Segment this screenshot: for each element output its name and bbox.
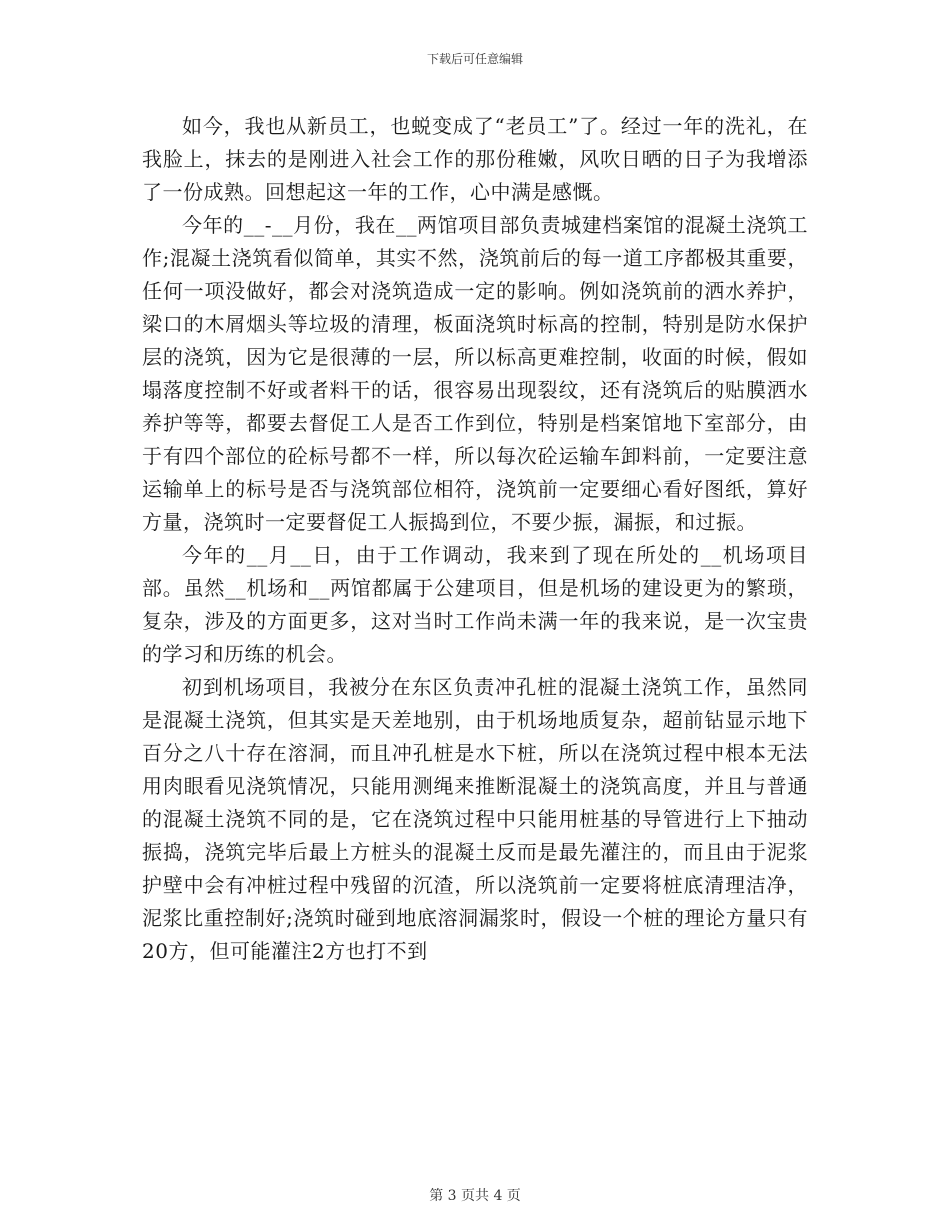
paragraph-4: 初到机场项目，我被分在东区负责冲孔桩的混凝土浇筑工作，虽然同是混凝土浇筑，但其实是天差地别，由于机场地质复杂，超前钻显示地下百分之八十存在溶洞，而且冲孔桩是水下桩，所以在浇筑过程中根本无法用肉眼看见浇筑情况，只能用测绳来推断混凝土的浇筑高度，并且与普通的混凝土浇筑不同的是，它在浇筑过程中只能用桩基的导管进行上下抽动振捣，浇筑完毕后最上方桩头的混凝土反而是最先灌注的，而且由于泥浆护壁中会有冲桩过程中残留的沉渣，所以浇筑前一定要将桩底清理洁净，泥浆比重控制好;浇筑时碰到地底溶洞漏浆时，假设一个桩的理论方量只有20方，但可能灌注2方也打不到 — [142, 675, 808, 963]
page-footer: 第 3 页共 4 页 — [429, 1188, 521, 1204]
paragraph-2: 今年的__-__月份，我在__两馆项目部负责城建档案馆的混凝土浇筑工作;混凝土浇筑看似简单，其实不然，浇筑前后的每一道工序都极其重要，任何一项没做好，都会对浇筑造成一定的影响。例如浇筑前的洒水养护，梁口的木屑烟头等垃圾的清理，板面浇筑时标高的控制，特别是防水保护层的浇筑，因为它是很薄的一层，所以标高更难控制，收面的时候，假如塌落度控制不好或者料干的话，很容易出现裂纹，还有浇筑后的贴膜洒水养护等等，都要去督促工人是否工作到位，特别是档案馆地下室部分，由于有四个部位的砼标号都不一样，所以每次砼运输车卸料前，一定要注意运输单上的标号是否与浇筑部位相符，浇筑前一定要细心看好图纸，算好方量，浇筑时一定要督促工人振捣到位，不要少振，漏振，和过振。 — [142, 213, 808, 534]
paragraph-1: 如今，我也从新员工，也蜕变成了“老员工”了。经过一年的洗礼，在我脸上，抹去的是刚进入社会工作的那份稚嫩，风吹日晒的日子为我增添了一份成熟。回想起这一年的工作，心中满是感慨。 — [142, 114, 808, 204]
document-body — [142, 110, 808, 968]
paragraph-3: 今年的__月__日，由于工作调动，我来到了现在所处的__机场项目部。虽然__机场和__两馆都属于公建项目，但是机场的建设更为的繁琐，复杂，涉及的方面更多，这对当时工作尚未满一年的我来说，是一次宝贵的学习和历练的机会。 — [142, 543, 808, 666]
page-header: 下载后可任意编辑 — [426, 52, 523, 66]
